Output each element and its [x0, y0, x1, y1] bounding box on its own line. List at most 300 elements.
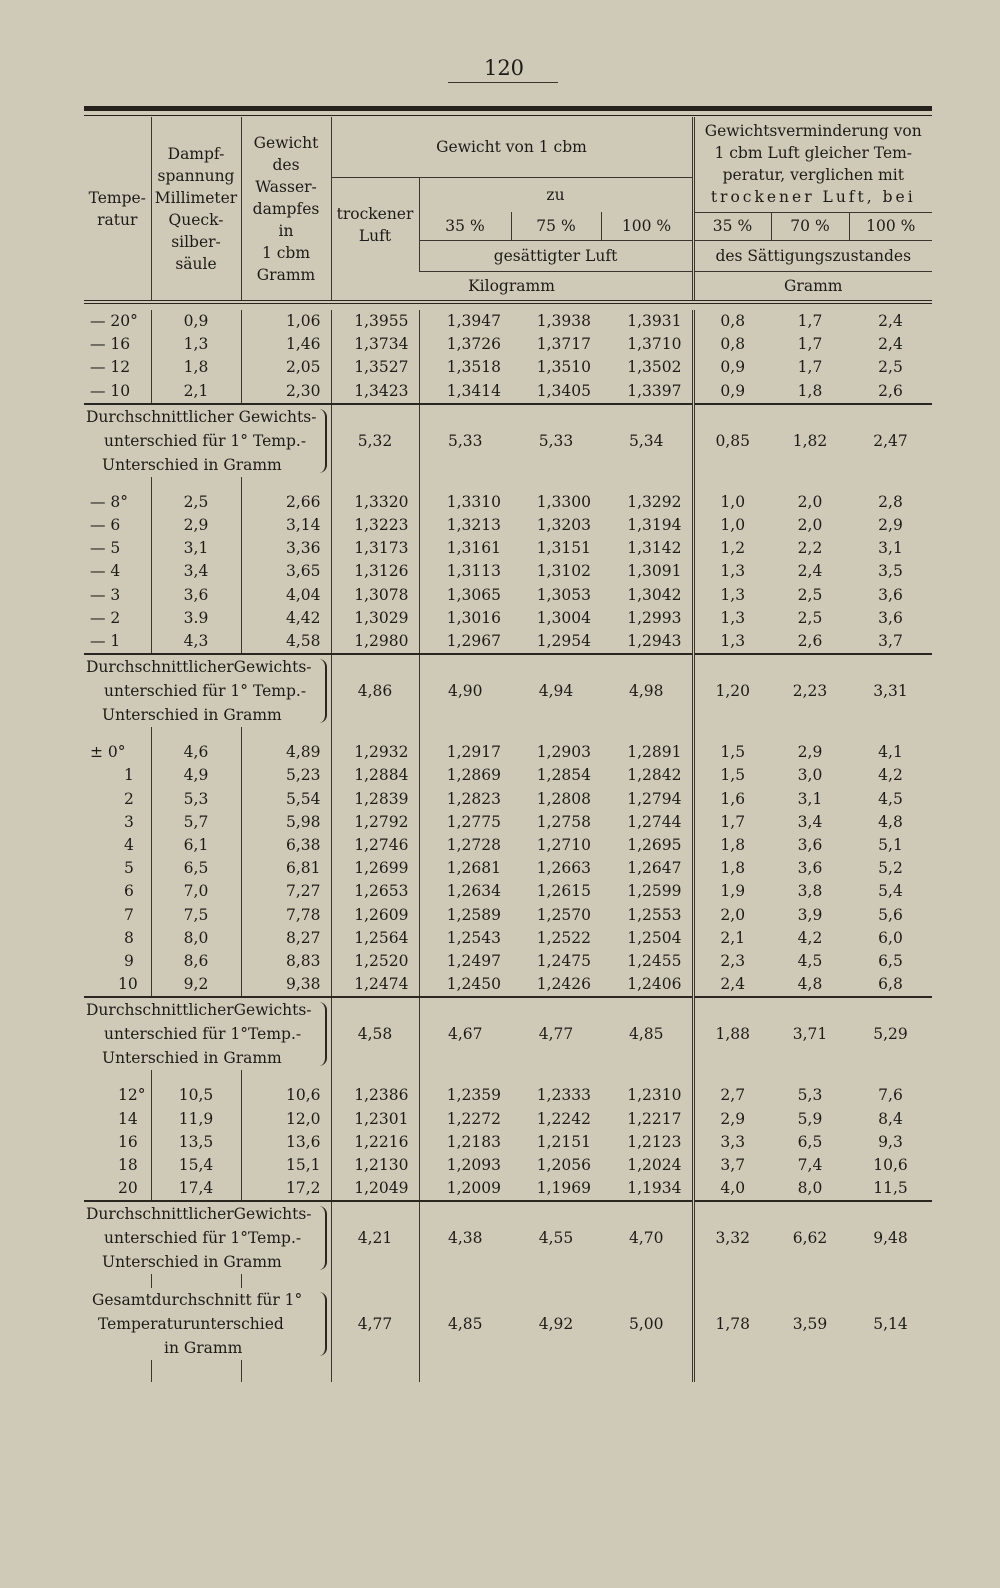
- cell-water: 1,46: [241, 333, 331, 356]
- cell-r100: 2,6: [878, 381, 903, 400]
- cell-r70: 1,7: [797, 358, 823, 377]
- cell-vapor: 2,5: [151, 491, 241, 514]
- cell-temp: 8: [84, 927, 151, 950]
- cell-100: 1,3292: [601, 491, 693, 514]
- cell-100: 1,2599: [601, 880, 693, 903]
- cell-dry: 1,2653: [331, 880, 419, 903]
- cell-100: 1,1934: [601, 1177, 693, 1201]
- cell-temp: — 3: [84, 584, 151, 607]
- cell-100: 1,3397: [601, 380, 693, 404]
- cell-75: 1,2570: [536, 905, 591, 924]
- header-vapor-l5: silber-: [171, 232, 221, 251]
- cell-vapor: 3,6: [151, 584, 241, 607]
- cell-water: 6,81: [241, 857, 331, 880]
- cell-r100: 3,5: [878, 562, 903, 581]
- cell-35: 1,3016: [446, 608, 501, 627]
- cell-water: 2,30: [241, 380, 331, 404]
- average-label-l3: Unterschied in Gramm: [102, 1049, 282, 1068]
- cell-100: 1,2695: [601, 834, 693, 857]
- cell-r35: 1,8: [720, 836, 746, 855]
- cell-75: 1,2522: [536, 928, 591, 947]
- cell-r100: 5,2: [878, 859, 903, 878]
- avg-r100: 2,47: [873, 431, 908, 450]
- cell-35: 1,3065: [446, 585, 501, 604]
- header-kilogram: Kilogramm: [331, 272, 693, 303]
- cell-dry: 1,3527: [331, 356, 419, 379]
- table-header: [84, 117, 932, 302]
- average-row: [84, 405, 932, 477]
- cell-water: 5,23: [241, 764, 331, 787]
- table-row: [84, 310, 932, 333]
- avg-35: 4,90: [447, 682, 483, 701]
- cell-r100: 4,5: [878, 789, 903, 808]
- cell-r70: 4,2: [797, 928, 823, 947]
- cell-r70: 4,8: [797, 975, 823, 994]
- cell-temp: 1: [84, 764, 151, 787]
- cell-100: 1,2647: [601, 857, 693, 880]
- cell-vapor: 8,0: [151, 927, 241, 950]
- average-row: [84, 655, 932, 727]
- cell-r70: 1,7: [797, 335, 823, 354]
- table-row: [84, 880, 932, 903]
- cell-35: 1,2869: [446, 766, 501, 785]
- top-rule: [84, 106, 932, 111]
- cell-r70: 7,4: [797, 1156, 823, 1175]
- cell-temp: 9: [84, 950, 151, 973]
- average-label-l1: DurchschnittlicherGewichts-: [86, 1001, 312, 1020]
- cell-35: 1,2967: [446, 632, 501, 651]
- cell-100: 1,2217: [601, 1108, 693, 1131]
- table-row: [84, 1154, 932, 1177]
- cell-75: 1,2903: [536, 743, 591, 762]
- cell-75: 1,3102: [536, 562, 591, 581]
- header-saturation-state: des Sättigungszustandes: [693, 241, 932, 272]
- cell-r35: 1,5: [720, 743, 746, 762]
- table-row: [84, 973, 932, 997]
- table-row: [84, 1108, 932, 1131]
- table-row: [84, 380, 932, 404]
- cell-dry: 1,3955: [331, 310, 419, 333]
- cell-water: 13,6: [241, 1131, 331, 1154]
- avg-75: 4,77: [538, 1025, 574, 1044]
- avg-r100: 9,48: [873, 1229, 908, 1248]
- header-vapor-l4: Queck-: [168, 210, 224, 229]
- avg-r100: 3,31: [873, 682, 908, 701]
- avg-r35: 1,88: [715, 1025, 750, 1044]
- cell-water: 4,42: [241, 607, 331, 630]
- table-row: [84, 764, 932, 787]
- cell-75: 1,2151: [536, 1132, 591, 1151]
- cell-vapor: 4,9: [151, 764, 241, 787]
- header-reduction-l4: trockener Luft, bei: [710, 188, 916, 207]
- cell-75: 1,2426: [536, 975, 591, 994]
- table-row: [84, 607, 932, 630]
- cell-vapor: 10,5: [151, 1084, 241, 1107]
- avg-100: 4,70: [601, 1202, 693, 1274]
- block-3: [84, 1084, 932, 1382]
- cell-vapor: 4,3: [151, 630, 241, 654]
- cell-water: 8,27: [241, 927, 331, 950]
- cell-r70: 3,6: [797, 859, 823, 878]
- cell-100: 1,2744: [601, 811, 693, 834]
- cell-r70: 5,9: [797, 1109, 823, 1128]
- cell-vapor: 11,9: [151, 1108, 241, 1131]
- cell-dry: 1,2839: [331, 788, 419, 811]
- cell-100: 1,2842: [601, 764, 693, 787]
- cell-r35: 2,4: [720, 975, 746, 994]
- cell-temp: 10: [84, 973, 151, 997]
- cell-35: 1,2359: [446, 1086, 501, 1105]
- cell-100: 1,3194: [601, 514, 693, 537]
- cell-temp: — 16: [84, 333, 151, 356]
- table-row: [84, 811, 932, 834]
- cell-r35: 0,8: [720, 312, 746, 330]
- header-dry-air: [331, 178, 419, 272]
- cell-r70: 3,9: [797, 905, 823, 924]
- cell-vapor: 3.9: [151, 607, 241, 630]
- cell-r100: 3,6: [878, 585, 903, 604]
- cell-100: 1,2024: [601, 1154, 693, 1177]
- cell-dry: 1,2049: [331, 1177, 419, 1201]
- cell-temp: — 10: [84, 380, 151, 404]
- header-gram: Gramm: [693, 272, 932, 303]
- table-row: [84, 356, 932, 379]
- cell-vapor: 7,0: [151, 880, 241, 903]
- cell-r35: 1,3: [720, 632, 746, 651]
- cell-100: 1,3502: [601, 356, 693, 379]
- cell-r35: 1,0: [720, 516, 746, 535]
- cell-temp: 6: [84, 880, 151, 903]
- cell-vapor: 2,9: [151, 514, 241, 537]
- cell-r35: 0,9: [720, 358, 746, 377]
- cell-vapor: 9,2: [151, 973, 241, 997]
- table-row: [84, 1084, 932, 1107]
- average-label-l1: Durchschnittlicher Gewichts-: [86, 407, 317, 426]
- table-row: [84, 927, 932, 950]
- header-vapor-pressure: [151, 117, 241, 302]
- cell-vapor: 3,1: [151, 537, 241, 560]
- cell-temp: — 8°: [84, 491, 151, 514]
- cell-r70: 5,3: [797, 1086, 823, 1105]
- cell-100: 1,3710: [601, 333, 693, 356]
- cell-35: 1,2183: [446, 1132, 501, 1151]
- cell-75: 1,2808: [536, 789, 591, 808]
- cell-35: 1,2681: [446, 859, 501, 878]
- cell-35: 1,3113: [446, 562, 501, 581]
- table-row: [84, 584, 932, 607]
- table-row: [84, 1177, 932, 1201]
- cell-dry: 1,2130: [331, 1154, 419, 1177]
- header-reduction-group: [693, 117, 932, 212]
- cell-r70: 3,4: [797, 812, 823, 831]
- cell-r35: 1,8: [720, 859, 746, 878]
- cell-water: 8,83: [241, 950, 331, 973]
- average-label-l1: DurchschnittlicherGewichts-: [86, 1205, 312, 1224]
- cell-35: 1,2093: [446, 1156, 501, 1175]
- cell-r70: 3,0: [797, 766, 823, 785]
- cell-vapor: 15,4: [151, 1154, 241, 1177]
- average-label-l2: unterschied für 1° Temp.-: [104, 682, 307, 701]
- cell-dry: 1,3078: [331, 584, 419, 607]
- cell-35: 1,3947: [446, 312, 501, 330]
- cell-r100: 3,7: [878, 632, 903, 651]
- cell-75: 1,2758: [536, 812, 591, 831]
- avg-dry: 4,58: [331, 998, 419, 1070]
- cell-dry: 1,3223: [331, 514, 419, 537]
- total-average-row: [84, 1288, 932, 1360]
- cell-water: 5,54: [241, 788, 331, 811]
- cell-35: 1,2009: [446, 1179, 501, 1198]
- cell-r100: 6,5: [878, 952, 903, 971]
- cell-r70: 8,0: [797, 1179, 823, 1198]
- cell-temp: 4: [84, 834, 151, 857]
- cell-r70: 2,0: [797, 516, 823, 535]
- cell-r100: 2,9: [878, 516, 903, 535]
- average-row: [84, 998, 932, 1070]
- cell-water: 10,6: [241, 1084, 331, 1107]
- cell-dry: 1,3173: [331, 537, 419, 560]
- cell-vapor: 8,6: [151, 950, 241, 973]
- average-label-l3: Unterschied in Gramm: [102, 706, 282, 725]
- cell-dry: 1,3734: [331, 333, 419, 356]
- cell-vapor: 1,8: [151, 356, 241, 379]
- cell-r35: 2,9: [720, 1109, 746, 1128]
- brace-mark: [318, 1292, 327, 1356]
- average-label: [84, 405, 331, 477]
- cell-r35: 1,9: [720, 882, 746, 901]
- cell-temp: 7: [84, 904, 151, 927]
- total-35: 4,85: [447, 1315, 483, 1334]
- cell-vapor: 6,5: [151, 857, 241, 880]
- cell-35: 1,3310: [446, 492, 501, 511]
- cell-100: 1,2993: [601, 607, 693, 630]
- avg-35: 4,38: [447, 1229, 483, 1248]
- table-row: [84, 904, 932, 927]
- cell-r70: 2,0: [797, 492, 823, 511]
- header-wv-l6: 1 cbm: [261, 243, 311, 262]
- cell-dry: 1,3029: [331, 607, 419, 630]
- page-number-rule: [448, 82, 558, 83]
- cell-r70: 2,9: [797, 743, 823, 762]
- cell-water: 4,89: [241, 741, 331, 764]
- cell-r70: 2,6: [797, 632, 823, 651]
- header-vapor-l1: Dampf-: [167, 144, 225, 163]
- cell-water: 4,58: [241, 630, 331, 654]
- avg-35: 4,67: [447, 1025, 483, 1044]
- cell-75: 1,2242: [536, 1109, 591, 1128]
- total-r70: 3,59: [792, 1315, 828, 1334]
- header-wv-l3: Wasser-: [255, 177, 317, 196]
- avg-r35: 3,32: [715, 1229, 750, 1248]
- avg-75: 4,94: [538, 682, 574, 701]
- density-table: [84, 117, 932, 1382]
- cell-r70: 2,5: [797, 585, 823, 604]
- table-row: [84, 741, 932, 764]
- cell-water: 6,38: [241, 834, 331, 857]
- cell-r35: 3,3: [720, 1132, 746, 1151]
- cell-r70: 6,5: [797, 1132, 823, 1151]
- cell-r100: 4,8: [878, 812, 903, 831]
- cell-r70: 2,4: [797, 562, 823, 581]
- avg-dry: 4,86: [331, 655, 419, 727]
- cell-temp: 3: [84, 811, 151, 834]
- cell-water: 7,27: [241, 880, 331, 903]
- cell-35: 1,2543: [446, 928, 501, 947]
- cell-temp: — 5: [84, 537, 151, 560]
- cell-dry: 1,2520: [331, 950, 419, 973]
- total-75: 4,92: [538, 1315, 574, 1334]
- cell-dry: 1,3126: [331, 560, 419, 583]
- table-row: [84, 333, 932, 356]
- avg-r35: 1,20: [715, 682, 750, 701]
- cell-r70: 3,6: [797, 836, 823, 855]
- average-label-l2: unterschied für 1°Temp.-: [104, 1025, 302, 1044]
- avg-r35: 0,85: [715, 431, 750, 450]
- cell-75: 1,1969: [536, 1179, 591, 1198]
- cell-r35: 2,0: [720, 905, 746, 924]
- cell-dry: 1,2216: [331, 1131, 419, 1154]
- cell-100: 1,3042: [601, 584, 693, 607]
- cell-r100: 5,4: [878, 882, 903, 901]
- cell-r35: 1,3: [720, 562, 746, 581]
- header-dry-air-l1: trockener: [336, 204, 414, 223]
- cell-r100: 2,4: [878, 335, 903, 354]
- header-wv-l1: Gewicht: [253, 133, 319, 152]
- cell-r35: 2,3: [720, 952, 746, 971]
- cell-temp: 14: [84, 1108, 151, 1131]
- table-row: [84, 630, 932, 654]
- cell-r100: 10,6: [873, 1156, 908, 1175]
- cell-75: 1,2333: [536, 1086, 591, 1105]
- brace-mark: [318, 1002, 327, 1066]
- cell-r100: 2,5: [878, 358, 903, 377]
- brace-mark: [318, 409, 327, 473]
- cell-dry: 1,2301: [331, 1108, 419, 1131]
- cell-r100: 6,0: [878, 928, 903, 947]
- header-wv-l7: Gramm: [256, 265, 316, 284]
- cell-temp: — 6: [84, 514, 151, 537]
- cell-100: 1,3142: [601, 537, 693, 560]
- avg-dry: 4,21: [331, 1202, 419, 1274]
- cell-r100: 4,2: [878, 766, 903, 785]
- average-label-l3: Unterschied in Gramm: [102, 455, 282, 474]
- block-1: [84, 491, 932, 741]
- cell-100: 1,2123: [601, 1131, 693, 1154]
- table-row: [84, 1131, 932, 1154]
- cell-dry: 1,2699: [331, 857, 419, 880]
- cell-r100: 4,1: [878, 743, 903, 762]
- cell-temp: — 2: [84, 607, 151, 630]
- cell-r70: 1,8: [797, 381, 823, 400]
- cell-75: 1,3717: [536, 335, 591, 354]
- cell-35: 1,2728: [446, 836, 501, 855]
- total-label-l1: Gesamtdurchschnitt für 1°: [92, 1291, 303, 1310]
- header-pct-75: 75 %: [511, 212, 601, 241]
- header-wv-l5: in: [278, 221, 294, 240]
- cell-vapor: 7,5: [151, 904, 241, 927]
- cell-vapor: 5,7: [151, 811, 241, 834]
- table-row: [84, 857, 932, 880]
- cell-35: 1,2272: [446, 1109, 501, 1128]
- header-red-pct-100: 100 %: [849, 212, 932, 241]
- cell-water: 12,0: [241, 1108, 331, 1131]
- header-dry-air-l2: Luft: [358, 226, 392, 245]
- header-saturated-air: gesättigter Luft: [419, 241, 693, 272]
- avg-75: 4,55: [538, 1229, 574, 1248]
- cell-dry: 1,2932: [331, 741, 419, 764]
- cell-water: 3,36: [241, 537, 331, 560]
- brace-mark: [318, 659, 327, 723]
- cell-water: 9,38: [241, 973, 331, 997]
- avg-100: 5,34: [601, 405, 693, 477]
- header-temperature-l2: ratur: [97, 210, 138, 229]
- cell-dry: 1,2474: [331, 973, 419, 997]
- cell-75: 1,3405: [536, 381, 591, 400]
- cell-35: 1,2823: [446, 789, 501, 808]
- total-dry: 4,77: [331, 1288, 419, 1360]
- table-body: [84, 302, 932, 310]
- cell-75: 1,2056: [536, 1156, 591, 1175]
- cell-vapor: 17,4: [151, 1177, 241, 1201]
- cell-100: 1,2406: [601, 973, 693, 997]
- cell-temp: 18: [84, 1154, 151, 1177]
- cell-water: 15,1: [241, 1154, 331, 1177]
- block-2: [84, 741, 932, 1084]
- cell-temp: ± 0°: [84, 741, 151, 764]
- average-label-l2: unterschied für 1°Temp.-: [104, 1229, 302, 1248]
- average-label: [84, 655, 331, 727]
- cell-35: 1,2775: [446, 812, 501, 831]
- cell-75: 1,3938: [536, 312, 591, 330]
- total-100: 5,00: [601, 1288, 693, 1360]
- cell-r100: 7,6: [878, 1086, 903, 1105]
- average-row: [84, 1202, 932, 1274]
- cell-75: 1,2854: [536, 766, 591, 785]
- cell-r35: 1,0: [720, 492, 746, 511]
- cell-100: 1,2455: [601, 950, 693, 973]
- cell-r70: 3,8: [797, 882, 823, 901]
- cell-35: 1,2589: [446, 905, 501, 924]
- header-red-pct-70: 70 %: [771, 212, 849, 241]
- avg-100: 4,98: [601, 655, 693, 727]
- cell-75: 1,3151: [536, 539, 591, 558]
- cell-r100: 6,8: [878, 975, 903, 994]
- cell-dry: 1,3423: [331, 380, 419, 404]
- header-reduction-l1: Gewichtsverminderung von: [704, 122, 922, 141]
- table-row: [84, 834, 932, 857]
- cell-75: 1,2954: [536, 632, 591, 651]
- cell-water: 17,2: [241, 1177, 331, 1201]
- avg-r100: 5,29: [873, 1025, 908, 1044]
- header-water-vapor-weight: [241, 117, 331, 302]
- cell-temp: 12°: [84, 1084, 151, 1107]
- cell-r100: 3,6: [878, 608, 903, 627]
- table-row: [84, 491, 932, 514]
- cell-r100: 2,4: [878, 312, 903, 330]
- avg-100: 4,85: [601, 998, 693, 1070]
- cell-r100: 8,4: [878, 1109, 903, 1128]
- cell-vapor: 5,3: [151, 788, 241, 811]
- header-wv-l2: des: [272, 155, 300, 174]
- cell-75: 1,3203: [536, 516, 591, 535]
- header-temperature: [84, 117, 151, 302]
- avg-r70: 3,71: [792, 1025, 828, 1044]
- cell-r35: 1,3: [720, 608, 746, 627]
- avg-r70: 6,62: [792, 1229, 828, 1248]
- top-rule-thin: [84, 115, 932, 116]
- cell-35: 1,3726: [446, 335, 501, 354]
- cell-100: 1,3931: [601, 310, 693, 333]
